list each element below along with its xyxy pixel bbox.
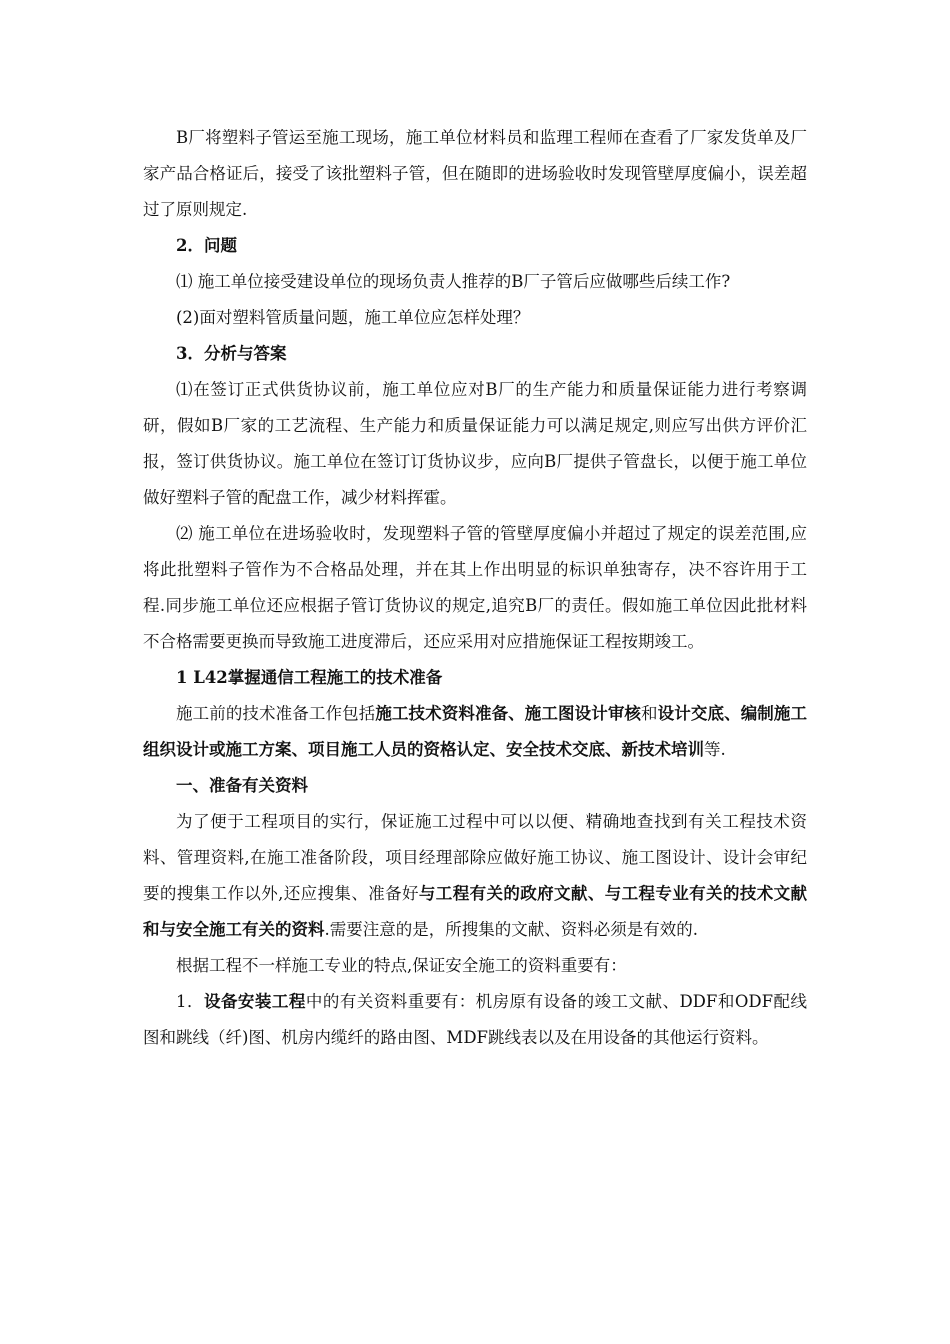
intro-bold-b: 施工技术资料准备、施工图设计审核: [375, 704, 642, 723]
intro-text-e: 等.: [704, 740, 726, 759]
prep-bold-b: 与工程有关的政府文献、与工程专业有关的技术文献和与安全施工有关的资料: [143, 884, 808, 939]
prep-text-c: .需要注意的是，所搜集的文献、资料必须是有效的.: [324, 920, 698, 939]
heading-questions: 2．问题: [176, 236, 237, 255]
intro-bold-d: 设计交底、编制施工组织设计或施工方案、项目施工人员的资格认定、安全技术交底、新技术培训: [143, 704, 808, 759]
answer-1: ⑴在签订正式供货协议前，施工单位应对B厂的生产能力和质量保证能力进行考察调研，假如B厂家的工艺流程、生产能力和质量保证能力可以满足规定,则应写出供方评价汇报，签订供货协议。施工单位在签订订货协议步，应向B厂提供子管盘长，以便于施工单位做好塑料子管的配盘工作，减少材料挥霍。: [143, 380, 807, 507]
case-paragraph: B厂将塑料子管运至施工现场，施工单位材料员和监理工程师在查看了厂家发货单及厂家产品合格证后，接受了该批塑料子管，但在随即的进场验收时发现管壁厚度偏小，误差超过了原则规定.: [143, 128, 807, 219]
basis-paragraph: 根据工程不一样施工专业的特点,保证安全施工的资料重要有：: [176, 956, 627, 975]
prep-text-a: 为了便于工程项目的实行，保证施工过程中可以以便、精确地查找到有关工程技术资料、管理资料,在施工准备阶段，项目经理部除应做好施工协议、施工图设计、设计会审纪要的搜集工作以外,还应搜集、准备好: [143, 812, 807, 903]
item-1-text: 中的有关资料重要有：机房原有设备的竣工文献、DDF和ODF配线图和跳线（纤)图、机房内缆纤的路由图、MDF跳线表以及在用设备的其他运行资料。: [143, 992, 807, 1047]
answer-2: ⑵ 施工单位在进场验收时，发现塑料子管的管壁厚度偏小并超过了规定的误差范围,应将此批塑料子管作为不合格品处理，并在其上作出明显的标识单独寄存，决不容许用于工程.同步施工单位还应根据子管订货协议的规定,追究B厂的责任。假如施工单位因此批材料不合格需要更换而导致施工进度滞后，还应采用对应措施保证工程按期竣工。: [143, 524, 807, 651]
intro-text-a: 施工前的技术准备工作包括: [176, 704, 376, 723]
item-1-paragraph: [143, 984, 807, 1056]
subsection-heading: 一、准备有关资料: [176, 776, 308, 795]
intro-text-c: 和: [641, 704, 658, 723]
intro-paragraph: [143, 696, 807, 768]
heading-analysis: 3．分析与答案: [176, 344, 287, 363]
item-1-number: 1．: [176, 992, 204, 1011]
section-heading: 1 L42掌握通信工程施工的技术准备: [176, 668, 443, 687]
item-1-bold: 设备安装工程: [203, 992, 306, 1011]
prep-paragraph: [143, 804, 807, 948]
question-2: (2)面对塑料管质量问题，施工单位应怎样处理？: [176, 308, 530, 327]
document-body: [143, 120, 807, 1056]
question-1: ⑴ 施工单位接受建设单位的现场负责人推荐的B厂子管后应做哪些后续工作?: [176, 272, 731, 291]
